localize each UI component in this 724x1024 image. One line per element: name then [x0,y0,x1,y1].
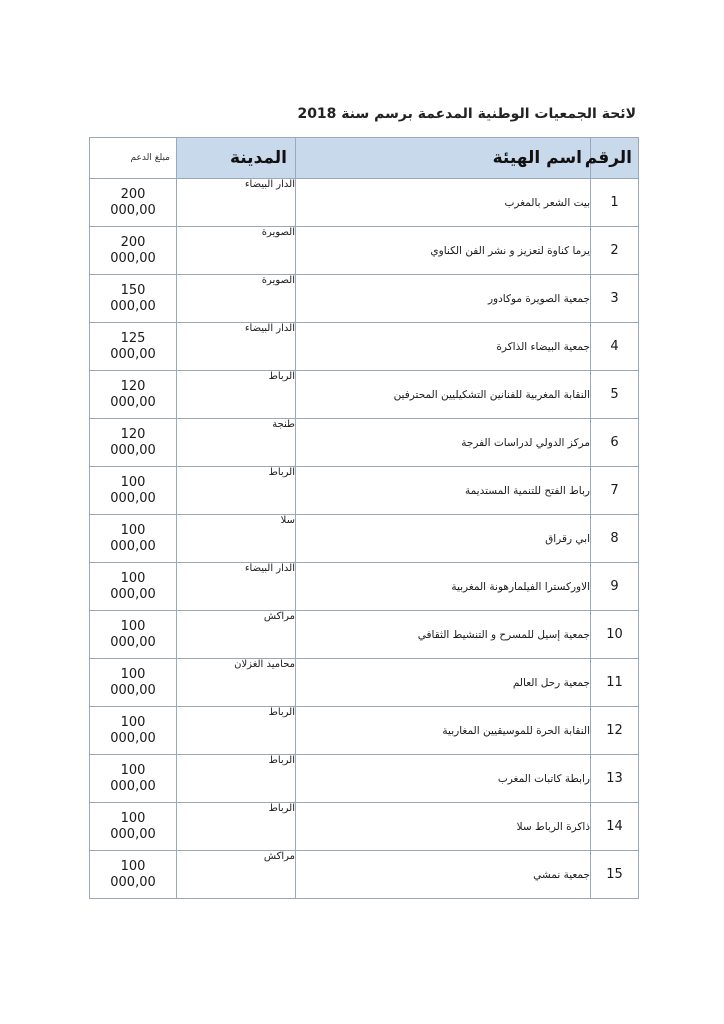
row-number-cell: 15 [591,851,639,899]
amount-cell [90,515,177,563]
amount-line-1: 150 [120,282,146,298]
amount-cell [90,707,177,755]
supported-associations-table [89,137,639,899]
amount-line-1: 120 [120,378,146,394]
row-number-cell: 13 [591,755,639,803]
row-number-cell: 12 [591,707,639,755]
amount-line-2: 000,00 [110,490,156,506]
row-number-cell: 4 [591,323,639,371]
city-cell: مراكش [177,851,296,899]
table-row [90,227,639,275]
table-row [90,803,639,851]
amount-cell [90,227,177,275]
table-row [90,371,639,419]
amount-line-2: 000,00 [110,682,156,698]
amount-line-2: 000,00 [110,634,156,650]
amount-line-1: 100 [120,762,146,778]
table-row [90,515,639,563]
amount-line-1: 200 [120,186,146,202]
amount-cell [90,179,177,227]
row-number-cell: 8 [591,515,639,563]
amount-column-header: مبلغ الدعم [90,138,177,179]
city-cell: الرباط [177,803,296,851]
amount-line-2: 000,00 [110,202,156,218]
city-cell: الرباط [177,371,296,419]
row-number-cell: 9 [591,563,639,611]
amount-line-2: 000,00 [110,730,156,746]
table-body [90,179,639,899]
table-row [90,179,639,227]
amount-line-1: 100 [120,474,146,490]
number-column-header: الرقم [591,138,639,179]
association-name-cell: جمعية رحل العالم [296,659,591,707]
row-number-cell: 11 [591,659,639,707]
table-row [90,419,639,467]
association-name-cell: ابي رقراق [296,515,591,563]
association-name-cell: يرما كناوة لتعزيز و نشر الفن الكناوي [296,227,591,275]
row-number-cell: 5 [591,371,639,419]
city-cell: مراكش [177,611,296,659]
amount-line-1: 100 [120,858,146,874]
table-row [90,323,639,371]
row-number-cell: 3 [591,275,639,323]
table-row [90,467,639,515]
city-cell: الرباط [177,467,296,515]
city-cell: الصويرة [177,227,296,275]
city-cell: طنجة [177,419,296,467]
amount-line-2: 000,00 [110,442,156,458]
amount-line-2: 000,00 [110,346,156,362]
amount-cell [90,563,177,611]
city-cell: الصويرة [177,275,296,323]
city-cell: الدار البيضاء [177,563,296,611]
amount-line-2: 000,00 [110,778,156,794]
table-row [90,659,639,707]
city-cell: محاميد الغزلان [177,659,296,707]
amount-line-1: 100 [120,570,146,586]
amount-line-1: 100 [120,810,146,826]
table-header-row [90,138,639,179]
amount-cell [90,755,177,803]
city-column-header: المدينة [177,138,296,179]
name-column-header: اسم الهيئة [296,138,591,179]
row-number-cell: 2 [591,227,639,275]
amount-cell [90,611,177,659]
row-number-cell: 1 [591,179,639,227]
amount-line-1: 100 [120,618,146,634]
amount-cell [90,659,177,707]
city-cell: الرباط [177,707,296,755]
association-name-cell: جمعية نمشي [296,851,591,899]
amount-line-1: 120 [120,426,146,442]
amount-line-1: 100 [120,522,146,538]
table-row [90,563,639,611]
association-name-cell: بيت الشعر بالمغرب [296,179,591,227]
association-name-cell: الاوركسترا الفيلمارهونة المغربية [296,563,591,611]
amount-cell [90,419,177,467]
amount-line-1: 125 [120,330,146,346]
amount-line-2: 000,00 [110,826,156,842]
table-row [90,755,639,803]
row-number-cell: 6 [591,419,639,467]
amount-cell [90,323,177,371]
amount-line-2: 000,00 [110,586,156,602]
association-name-cell: جمعية الصويرة موكادور [296,275,591,323]
city-cell: سلا [177,515,296,563]
amount-cell [90,803,177,851]
association-name-cell: جمعية البيضاء الذاكرة [296,323,591,371]
amount-line-1: 200 [120,234,146,250]
row-number-cell: 14 [591,803,639,851]
city-cell: الدار البيضاء [177,179,296,227]
amount-cell [90,371,177,419]
city-cell: الدار البيضاء [177,323,296,371]
association-name-cell: النقابة المغربية للفنانين التشكيليين المحترفين [296,371,591,419]
amount-line-2: 000,00 [110,250,156,266]
association-name-cell: ذاكرة الرباط سلا [296,803,591,851]
amount-line-1: 100 [120,714,146,730]
association-name-cell: مركز الدولي لدراسات الفرجة [296,419,591,467]
association-name-cell: النقابة الحرة للموسيقيين المغاربية [296,707,591,755]
amount-cell [90,275,177,323]
table-row [90,275,639,323]
city-cell: الرباط [177,755,296,803]
amount-line-1: 100 [120,666,146,682]
amount-cell [90,467,177,515]
amount-cell [90,851,177,899]
amount-line-2: 000,00 [110,298,156,314]
association-name-cell: جمعية إسيل للمسرح و التنشيط الثقافي [296,611,591,659]
association-name-cell: رابطة كاتبات المغرب [296,755,591,803]
amount-line-2: 000,00 [110,394,156,410]
amount-line-2: 000,00 [110,538,156,554]
amount-line-2: 000,00 [110,874,156,890]
document-title: لائحة الجمعيات الوطنية المدعمة برسم سنة 2018 [297,106,636,122]
table-row [90,611,639,659]
association-name-cell: رباط الفتح للتنمية المستديمة [296,467,591,515]
row-number-cell: 7 [591,467,639,515]
row-number-cell: 10 [591,611,639,659]
table-row [90,707,639,755]
table-row [90,851,639,899]
